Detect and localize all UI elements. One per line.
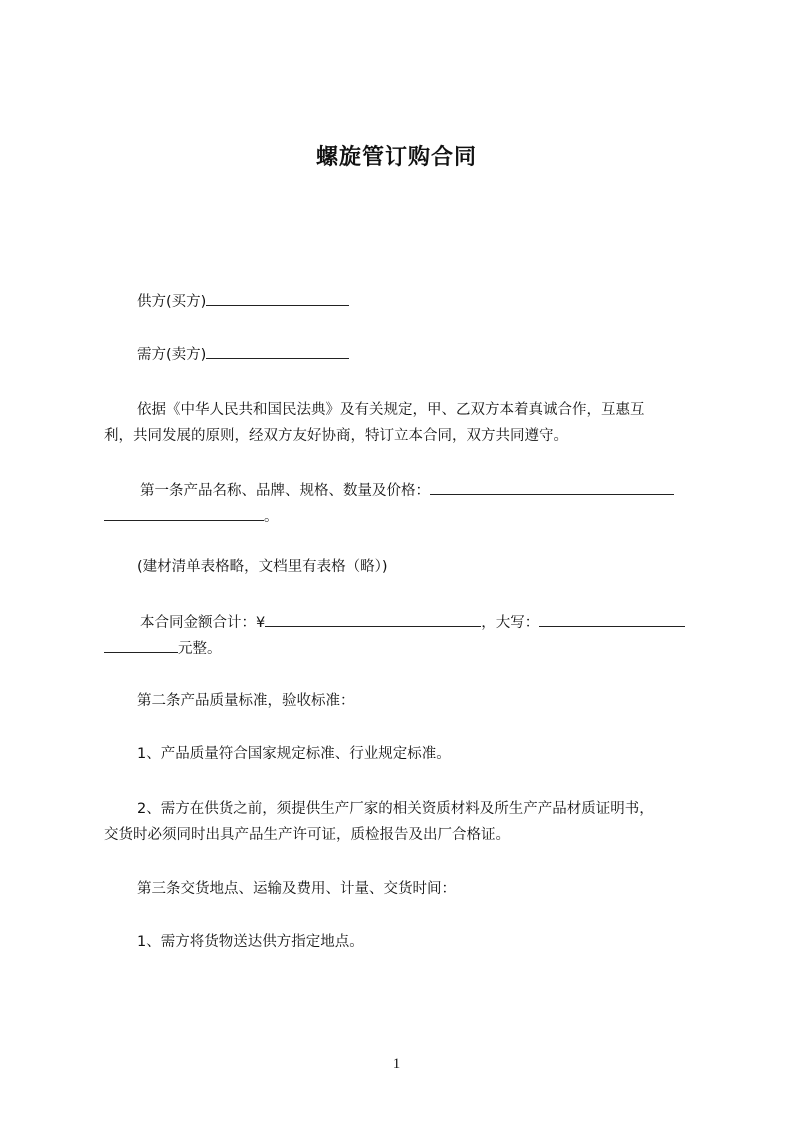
article3-item-1: 1、需方将货物送达供方指定地点。 [137,934,364,950]
article1-blank-2 [104,506,264,521]
supplier-line [137,291,349,312]
total-line [140,612,685,633]
total-end: 元整。 [178,641,222,657]
capital-label: ，大写： [481,615,540,631]
total-amount-blank [265,612,481,627]
table-note: (建材清单表格略，文档里有表格（略）) [137,559,388,575]
intro-line-2: 利，共同发展的原则，经双方友好协商，特订立本合同，双方共同遵守。 [104,428,568,444]
article1-end: 。 [264,509,279,525]
article1-blank-1 [430,480,674,495]
intro-line-1: 依据《中华人民共和国民法典》及有关规定，甲、乙双方本着真诚合作，互惠互 [137,402,645,418]
buyer-line [137,344,349,365]
article1-line [140,480,674,501]
buyer-blank [206,344,349,359]
total-label: 本合同金额合计：¥ [140,615,266,631]
supplier-label: 供方(买方) [137,294,207,310]
capital-blank-2 [104,638,178,653]
page-title: 螺旋管订购合同 [315,145,477,170]
article2-heading: 第二条产品质量标准，验收标准： [137,693,355,709]
article3-heading: 第三条交货地点、运输及费用、计量、交货时间： [137,881,456,897]
supplier-blank [206,291,349,306]
article2-item-2-line-2: 交货时必须同时出具产品生产许可证，质检报告及出厂合格证。 [104,827,510,843]
article1-line-2 [104,506,279,527]
page-number: 1 [392,1056,401,1072]
article2-item-1: 1、产品质量符合国家规定标准、行业规定标准。 [137,746,451,762]
total-line-2 [104,638,222,659]
article2-item-2-line-1: 2、需方在供货之前，须提供生产厂家的相关资质材料及所生产产品材质证明书， [137,801,654,817]
capital-blank-1 [539,612,685,627]
buyer-label: 需方(卖方) [137,347,207,363]
article1-text: 第一条产品名称、品牌、规格、数量及价格： [140,483,430,499]
